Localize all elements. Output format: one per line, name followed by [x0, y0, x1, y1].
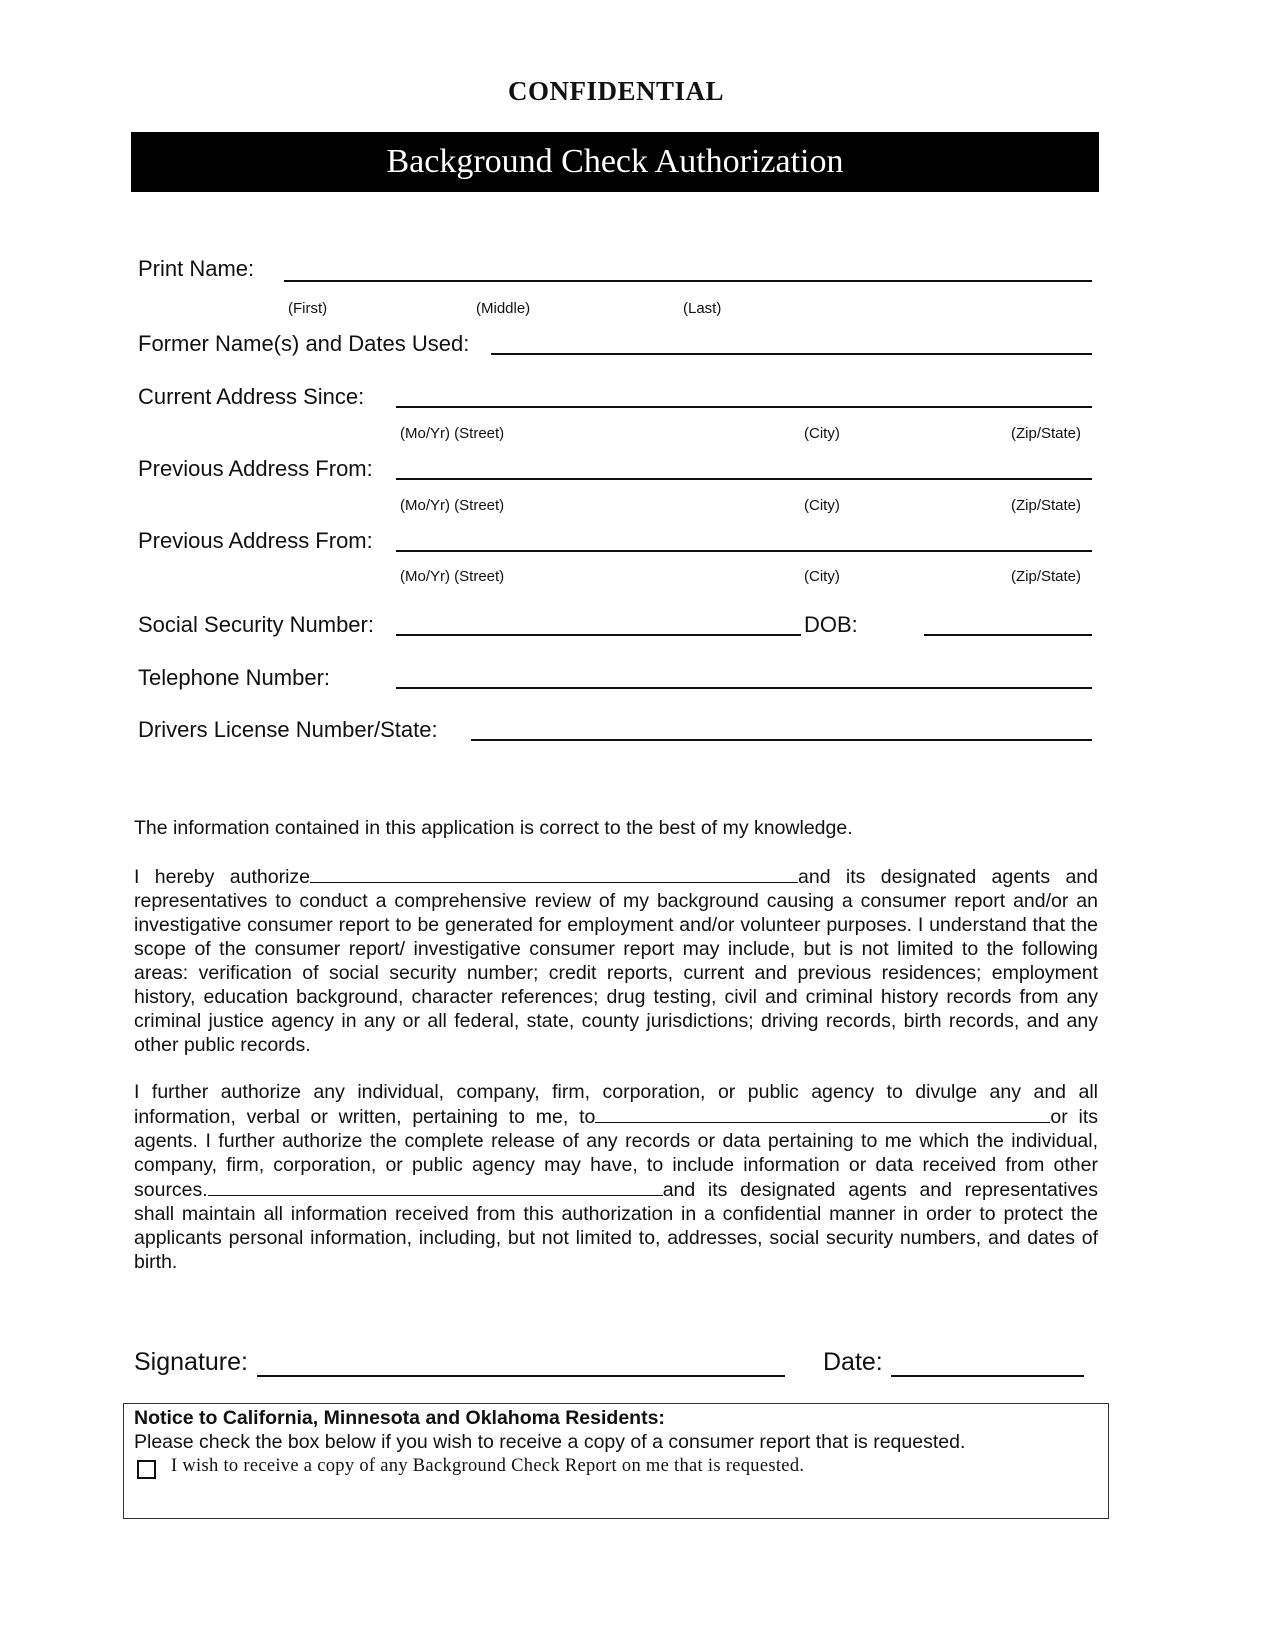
current-address-field[interactable] — [396, 406, 1092, 408]
authorization-1-rest: and its designated agents and representatives to conduct a comprehensive review of my background causing a consumer report and/or an investigative consumer report to be generated for employment and/or volunteer purposes. I understand that the scope of the consumer report/ investigative consumer report may include, but is not limited to the following areas: verification of social security number; credit reports, current and previous residences; employment history, education background, character references; drug testing, civil and criminal history records from any criminal justice agency in any or all federal, state, county jurisdictions; driving records, birth records, and any other public records. — [134, 866, 1098, 1056]
date-field[interactable] — [891, 1375, 1084, 1377]
ssn-field[interactable] — [396, 634, 801, 636]
telephone-label: Telephone Number: — [138, 665, 331, 690]
signature-field[interactable] — [257, 1375, 785, 1377]
form-title-banner: Background Check Authorization — [131, 132, 1099, 192]
notice-text: Please check the box below if you wish to receive a copy of a consumer report that is requested. — [134, 1431, 966, 1453]
recipient-party-field[interactable] — [595, 1104, 1050, 1123]
previous-address-field[interactable] — [396, 550, 1092, 552]
authorization-2-mid: or its agents. I further authorize the complete release of any records or data pertaining to me which the individual, company, firm, corporation, or public agency may have, to include information or data received from other sources. — [134, 1106, 1098, 1201]
zip-state-caption: (Zip/State) — [1011, 568, 1082, 585]
report-copy-checkbox-label: I wish to receive a copy of any Background Check Report on me that is requested. — [171, 1456, 805, 1476]
statement-text: The information contained in this application is correct to the best of my knowledge. — [134, 817, 853, 839]
authorization-2-end: and its designated agents and representatives shall maintain all information received from this authorization in a confidential manner in order to protect the applicants personal information, including, but not limited to, addresses, social security numbers, and dates of birth. — [134, 1179, 1098, 1273]
previous-address-label: Previous Address From: — [138, 528, 373, 553]
date-label: Date: — [823, 1348, 883, 1376]
drivers-license-label: Drivers License Number/State: — [138, 717, 438, 742]
middle-caption: (Middle) — [476, 300, 531, 317]
print-name-field[interactable] — [284, 280, 1092, 282]
dob-label: DOB: — [804, 612, 858, 637]
former-names-field[interactable] — [491, 353, 1092, 355]
mo-yr-street-caption: (Mo/Yr) (Street) — [400, 497, 505, 514]
mo-yr-street-caption: (Mo/Yr) (Street) — [400, 568, 505, 585]
authorized-party-field[interactable] — [310, 864, 798, 883]
current-address-label: Current Address Since: — [138, 384, 365, 409]
city-caption: (City) — [804, 425, 840, 442]
authorization-1-start: I hereby authorize — [134, 866, 310, 888]
confidential-heading: CONFIDENTIAL — [507, 76, 725, 106]
authorization-paragraph-1 — [134, 864, 1098, 1057]
authorization-paragraph-2 — [134, 1080, 1098, 1274]
zip-state-caption: (Zip/State) — [1011, 425, 1082, 442]
last-caption: (Last) — [683, 300, 722, 317]
notice-title: Notice to California, Minnesota and Oklahoma Residents: — [134, 1407, 665, 1429]
confidential-party-field[interactable] — [208, 1177, 663, 1196]
zip-state-caption: (Zip/State) — [1011, 497, 1082, 514]
ssn-label: Social Security Number: — [138, 612, 374, 637]
drivers-license-field[interactable] — [471, 739, 1092, 741]
mo-yr-street-caption: (Mo/Yr) (Street) — [400, 425, 505, 442]
print-name-label: Print Name: — [138, 256, 255, 281]
previous-address-label: Previous Address From: — [138, 456, 373, 481]
report-copy-checkbox[interactable] — [137, 1460, 156, 1479]
dob-field[interactable] — [924, 634, 1092, 636]
previous-address-field[interactable] — [396, 478, 1092, 480]
first-caption: (First) — [288, 300, 328, 317]
city-caption: (City) — [804, 497, 840, 514]
telephone-field[interactable] — [396, 687, 1092, 689]
city-caption: (City) — [804, 568, 840, 585]
signature-label: Signature: — [134, 1348, 248, 1376]
former-names-label: Former Name(s) and Dates Used: — [138, 331, 470, 356]
authorization-2-start: I further authorize any individual, company, firm, corporation, or public agency to divulge any and all information, verbal or written, pertaining to me, to — [134, 1081, 1098, 1128]
